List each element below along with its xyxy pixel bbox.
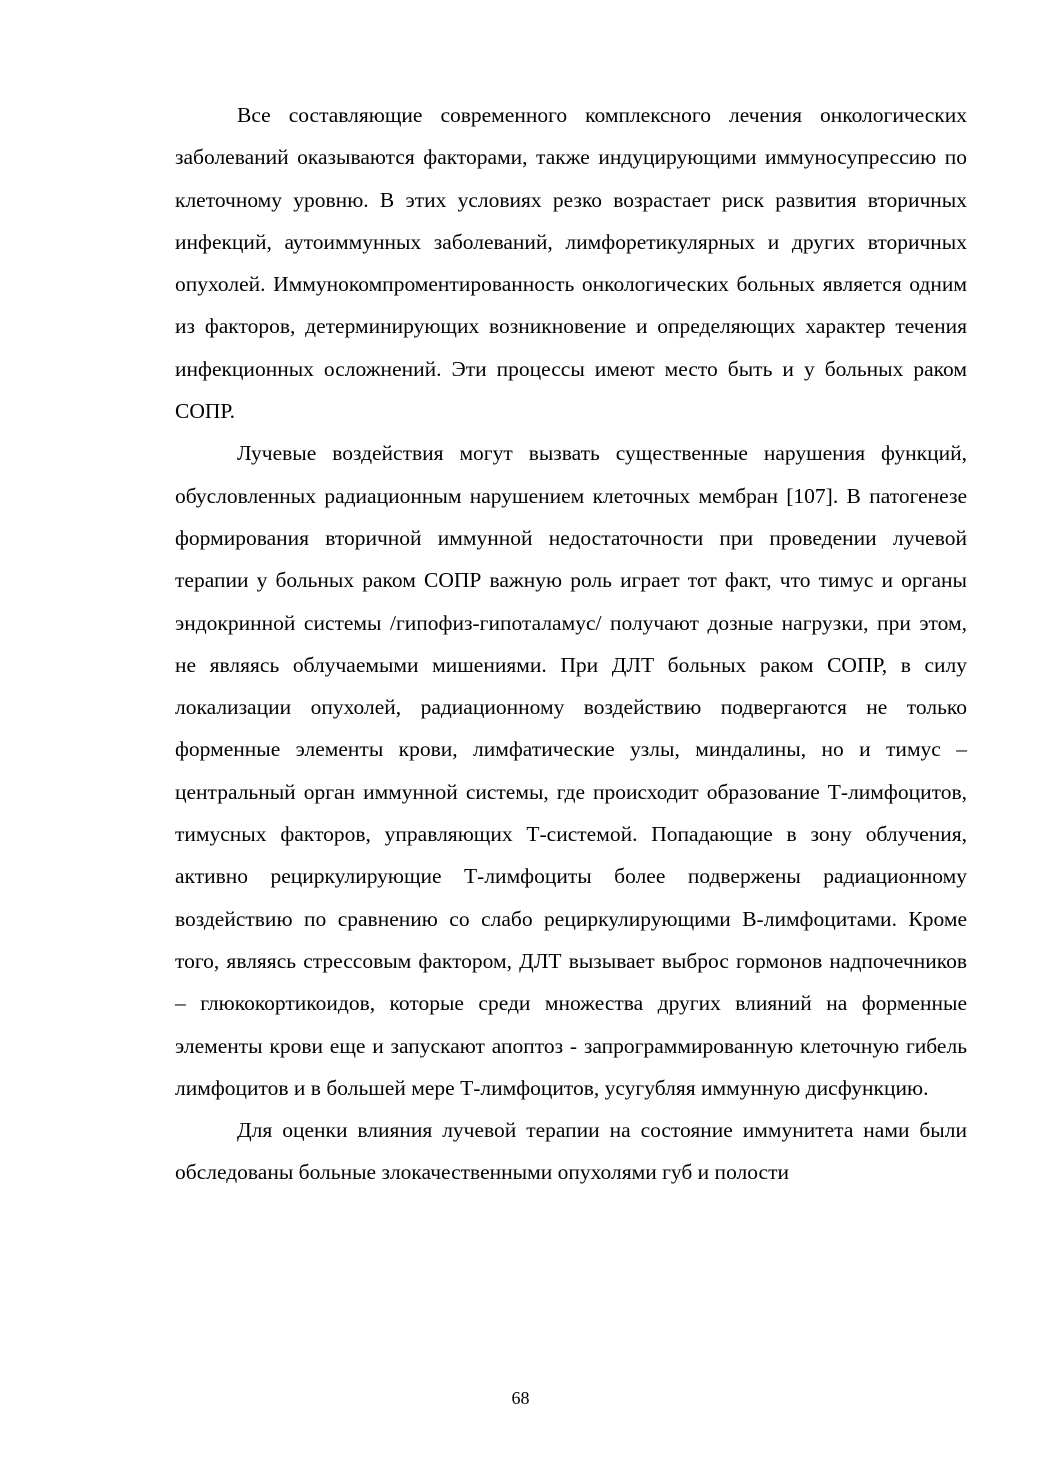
paragraph: Для оценки влияния лучевой терапии на состояние иммунитета нами были обследованы больные злокачественными опухолями губ и полости [175, 1118, 967, 1185]
document-body [175, 94, 967, 1194]
paragraph: Лучевые воздействия могут вызвать существенные нарушения функций, обусловленных радиационным нарушением клеточных мембран [107]. В патогенезе формирования вторичной иммунной недостаточности при проведении лучевой терапии у больных раком СОПР важную роль играет тот факт, что тимус и органы эндокринной системы /гипофиз-гипоталамус/ получают дозные нагрузки, при этом, не являясь облучаемыми мишениями. При ДЛТ больных раком СОПР, в силу локализации опухолей, радиационному воздействию подвергаются не только форменные элементы крови, лимфатические узлы, миндалины, но и тимус – центральный орган иммунной системы, где происходит образование Т-лимфоцитов, тимусных факторов, управляющих Т-системой. Попадающие в зону облучения, активно рециркулирующие Т-лимфоциты более подвержены радиационному воздействию по сравнению со слабо рециркулирующими В-лимфоцитами. Кроме того, являясь стрессовым фактором, ДЛТ вызывает выброс гормонов надпочечников – глюкокортикоидов, которые среди множества других влияний на форменные элементы крови еще и запускают апоптоз - запрограммированную клеточную гибель лимфоцитов и в большей мере Т-лимфоцитов, усугубляя иммунную дисфункцию. [175, 441, 967, 1100]
page-number: 68 [511, 1388, 530, 1408]
paragraph: Все составляющие современного комплексного лечения онкологических заболеваний оказываются факторами, также индуцирующими иммуносупрессию по клеточному уровню. В этих условиях резко возрастает риск развития вторичных инфекций, аутоиммунных заболеваний, лимфоретикулярных и других вторичных опухолей. Иммунокомпроментированность онкологических больных является одним из факторов, детерминирующих возникновение и определяющих характер течения инфекционных осложнений. Эти процессы имеют место быть и у больных раком СОПР. [175, 103, 967, 424]
